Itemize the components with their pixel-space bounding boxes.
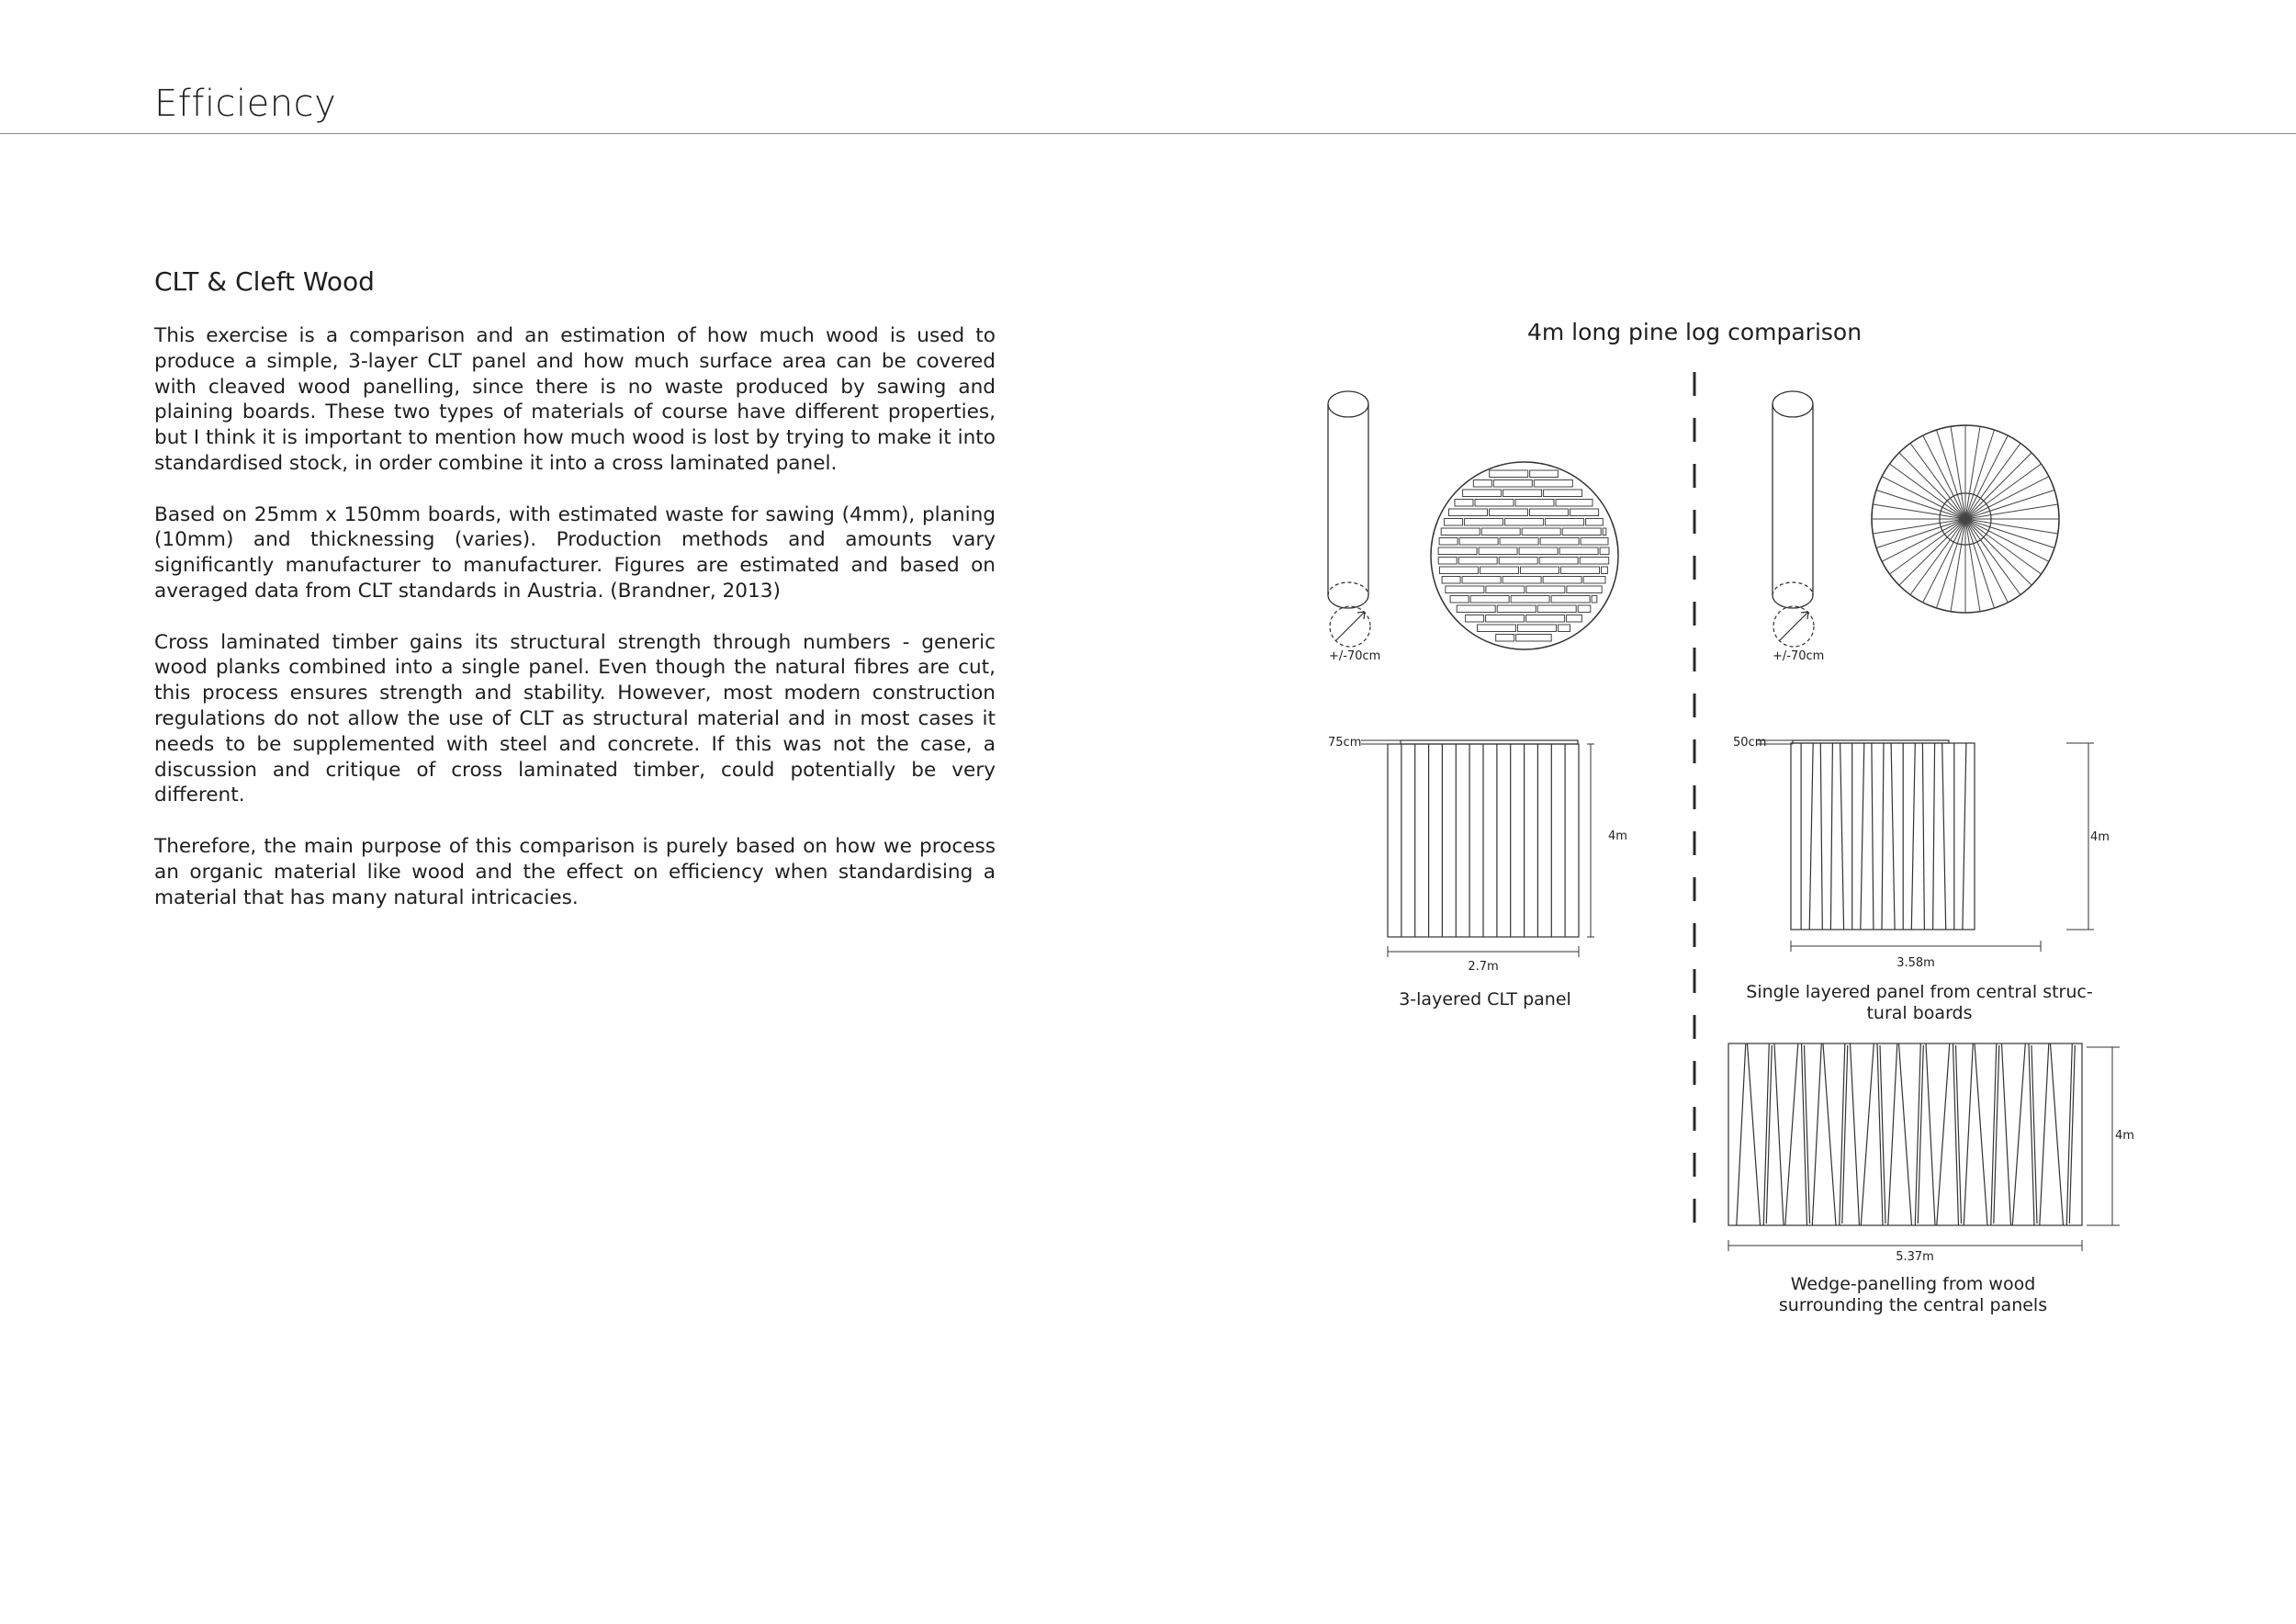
- wedge-board-seam: [1926, 1043, 1935, 1225]
- clt-panel-caption: 3-layered CLT panel: [1399, 989, 1571, 1009]
- wedge-board-seam: [1915, 1043, 1920, 1225]
- single-layer-caption-line1: Single layered panel from central struc-: [1746, 982, 2093, 1002]
- right-log-diameter-label: +/-70cm: [1773, 649, 1825, 663]
- wedge-board-seam: [1840, 1043, 1845, 1225]
- single-board-seam: [1830, 743, 1832, 930]
- clt-panel-thickness-label: 75cm: [1328, 736, 1362, 750]
- right-log-cylinder-icon: [1773, 391, 1813, 608]
- wedge-board-seam: [1953, 1043, 1959, 1225]
- left-log-cylinder-icon: [1328, 391, 1368, 608]
- wedge-board-edge: [1880, 1045, 1885, 1224]
- left-log-diameter-icon: [1330, 606, 1370, 647]
- single-layer-thickness-label: 50cm: [1733, 736, 1767, 750]
- single-board-seam: [1809, 743, 1813, 930]
- wedge-board-seam: [1861, 1043, 1874, 1225]
- clt-panel-elevation: [1388, 740, 1579, 937]
- single-board-seam: [1922, 743, 1924, 930]
- single-board-seam: [1882, 743, 1884, 930]
- wedge-board-seam: [1785, 1043, 1798, 1225]
- single-layer-height-label: 4m: [2090, 830, 2110, 844]
- single-board-seam: [1872, 743, 1874, 930]
- wedge-panelling-elevation: [1728, 1043, 2082, 1225]
- wedge-board-seam: [1991, 1043, 1997, 1225]
- wedge-board-seam: [2040, 1043, 2049, 1225]
- clt-panel-dimensions: [1361, 740, 1594, 957]
- single-board-seam: [1891, 743, 1895, 930]
- single-board-seam: [1963, 743, 1966, 930]
- wedge-board-seam: [1888, 1043, 1897, 1225]
- single-layer-panel-dimensions: [1756, 740, 2094, 952]
- single-board-seam: [1820, 743, 1822, 930]
- right-log-diameter-icon: [1773, 606, 1814, 647]
- paragraph-intro: This exercise is a comparison and an estimation of how much wood is used to produce a simple, 3-layer CLT panel and how much surface area can be covered with cleaved wood panelling, since there is no waste produced by sawing and plaining boards. These two types of materials of course have different properties, but I think it is important to mention how much wood is lost by trying to make it into standardised stock, in order combine it into a cross laminated panel.: [154, 324, 996, 475]
- wedge-board-edge: [1805, 1045, 1810, 1224]
- clt-board-cross-section: [1431, 462, 1618, 649]
- paragraph-clt: Cross laminated timber gains its structural strength through numbers - generic wood planks combined into a single panel. Even though the natural fibres are cut, this process ensures strength and stability. However, most modern construction regulations do not allow the use of CLT as structural material and in most cases it needs to be supplemented with steel and concrete. If this was not the case, a discussion and critique of cross laminated timber, could potentially be very different.: [154, 630, 996, 807]
- wedge-board-seam: [2012, 1043, 2025, 1225]
- wedge-width-label: 5.37m: [1896, 1250, 1934, 1264]
- wedge-board-seam: [1737, 1043, 1746, 1225]
- single-layer-caption-line2: tural boards: [1866, 1003, 1973, 1023]
- paragraph-method: Based on 25mm x 150mm boards, with estimated waste for sawing (4mm), planing (10mm) and thicknessing (varies). Production methods and amounts vary significantly manufacturer to manufacturer. Figures are estimated and based on averaged data from CLT standards in Austria. (Brandner, 2013): [154, 502, 996, 603]
- wedge-board-seam: [2002, 1043, 2011, 1225]
- wedge-board-seam: [1851, 1043, 1860, 1225]
- wedge-board-seam: [1899, 1043, 1912, 1225]
- clt-panel-width-label: 2.7m: [1468, 960, 1499, 974]
- cleft-radial-cross-section: [1872, 425, 2059, 613]
- wedge-panelling-dimensions: [1728, 1047, 2120, 1251]
- wedge-board-seam: [2066, 1043, 2072, 1225]
- single-board-seam: [1911, 743, 1915, 930]
- page-title: Efficiency: [154, 83, 337, 125]
- wedge-board-seam: [1823, 1043, 1836, 1225]
- wedge-board-seam: [2051, 1043, 2064, 1225]
- wedge-board-seam: [1802, 1043, 1807, 1225]
- wedge-board-seam: [2029, 1043, 2034, 1225]
- wedge-board-edge: [2032, 1045, 2037, 1224]
- single-board-seam: [1840, 743, 1844, 930]
- single-board-seam: [1861, 743, 1864, 930]
- wedge-board-edge: [1994, 1045, 1999, 1224]
- paragraph-purpose: Therefore, the main purpose of this comparison is purely based on how we process an organic material like wood and the effect on efficiency when standardising a material that has many natural intricacies.: [154, 834, 996, 909]
- single-layer-width-label: 3.58m: [1896, 956, 1935, 970]
- wedge-board-seam: [1748, 1043, 1761, 1225]
- wedge-board-edge: [1766, 1045, 1772, 1224]
- wedge-board-edge: [1842, 1045, 1848, 1224]
- wedge-board-seam: [1812, 1043, 1821, 1225]
- wedge-board-seam: [1964, 1043, 1973, 1225]
- wedge-board-edge: [1956, 1045, 1962, 1224]
- wedge-board-seam: [1877, 1043, 1883, 1225]
- wedge-height-label: 4m: [2115, 1129, 2134, 1143]
- wedge-board-seam: [1774, 1043, 1784, 1225]
- section-title: CLT & Cleft Wood: [154, 266, 375, 297]
- figure-title: 4m long pine log comparison: [1526, 319, 1863, 345]
- wedge-caption-line1: Wedge-panelling from wood: [1790, 1274, 2036, 1294]
- wedge-board-seam: [1975, 1043, 1987, 1225]
- wedge-caption-line2: surrounding the central panels: [1778, 1295, 2048, 1315]
- wedge-board-seam: [1763, 1043, 1769, 1225]
- clt-panel-height-label: 4m: [1608, 829, 1627, 843]
- wedge-board-seam: [1937, 1043, 1950, 1225]
- wedge-board-edge: [1918, 1045, 1923, 1224]
- single-board-seam: [1933, 743, 1935, 930]
- left-log-diameter-label: +/-70cm: [1329, 649, 1381, 663]
- single-board-seam: [1942, 743, 1946, 930]
- wedge-board-edge: [2069, 1045, 2075, 1224]
- single-layer-panel-elevation: [1791, 740, 1975, 930]
